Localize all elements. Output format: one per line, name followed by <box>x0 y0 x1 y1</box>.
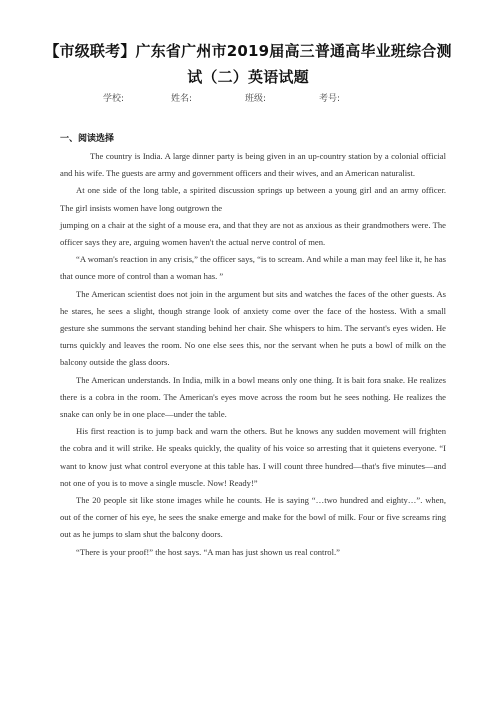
passage-paragraph: jumping on a chair at the sight of a mouse era, and that they are not as anxious as their grandmothers were. The officer says they are, arguing women haven't the actual nerve control of men. <box>60 219 446 248</box>
passage-paragraph: “There is your proof!” the host says. “A man has just shown us real control.” <box>76 546 340 557</box>
passage-paragraph: At one side of the long table, a spirited discussion springs up between a young girl and an army officer. The girl insists women have long outgrown the <box>60 185 446 213</box>
exam-number-field-label: 考号: <box>319 94 341 104</box>
passage-paragraph: “A woman's reaction in any crisis,” the officer says, “is to scream. And while a man may feel like it, he has that ounce more of control than a woman has. ” <box>60 254 446 282</box>
passage-paragraph: His first reaction is to jump back and warn the others. But he knows any sudden movement will frighten the cobra and it will strike. He speaks quickly, the quality of his voice so arresting that it quietens everyone. “I want to know just what control everyone at this table has. I will count three hundred—that's five minutes—and not one of you is to move a single muscle. Now! Ready!” <box>60 426 446 488</box>
exam-title-line-1: 【市级联考】广东省广州市2019届高三普通高毕业班综合测 <box>44 42 452 60</box>
exam-title-line-2: 试（二）英语试题 <box>187 68 309 86</box>
passage-paragraph: The American understands. In India, milk in a bowl means only one thing. It is bait fora snake. He realizes there is a cobra in the room. The American's eyes move across the room but he sees nothing. He realizes the snake can only be in one place—under the table. <box>60 374 446 420</box>
passage-paragraph: The American scientist does not join in the argument but sits and watches the faces of the other guests. As he stares, he sees a slight, though strange look of anxiety come over the face of the hostess. With a small gesture she summons the servant standing behind her chair. She whispers to him. The servant's eyes widen. He turns quickly and leaves the room. No one else sees this, nor the servant when he puts a bowl of milk on the balcony outside the glass doors. <box>60 288 446 368</box>
passage-paragraph: The 20 people sit like stone images while he counts. He is saying “…two hundred and eighty…”. when, out of the corner of his eye, he sees the snake emerge and make for the bowl of milk. Four or five screams ring out as he jumps to slam shut the balcony doors. <box>60 495 446 540</box>
passage-paragraph: The country is India. A large dinner party is being given in an up-country station by a colonial official and his wife. The guests are army and government officers and their wives, and an American naturalist. <box>60 151 446 179</box>
name-field-label: 姓名: <box>171 94 193 104</box>
section-heading: 一、阅读选择 <box>60 134 115 144</box>
school-field-label: 学校: <box>103 94 125 104</box>
student-info-row <box>0 91 496 105</box>
reading-passage <box>60 148 446 561</box>
class-field-label: 班级: <box>245 94 267 104</box>
